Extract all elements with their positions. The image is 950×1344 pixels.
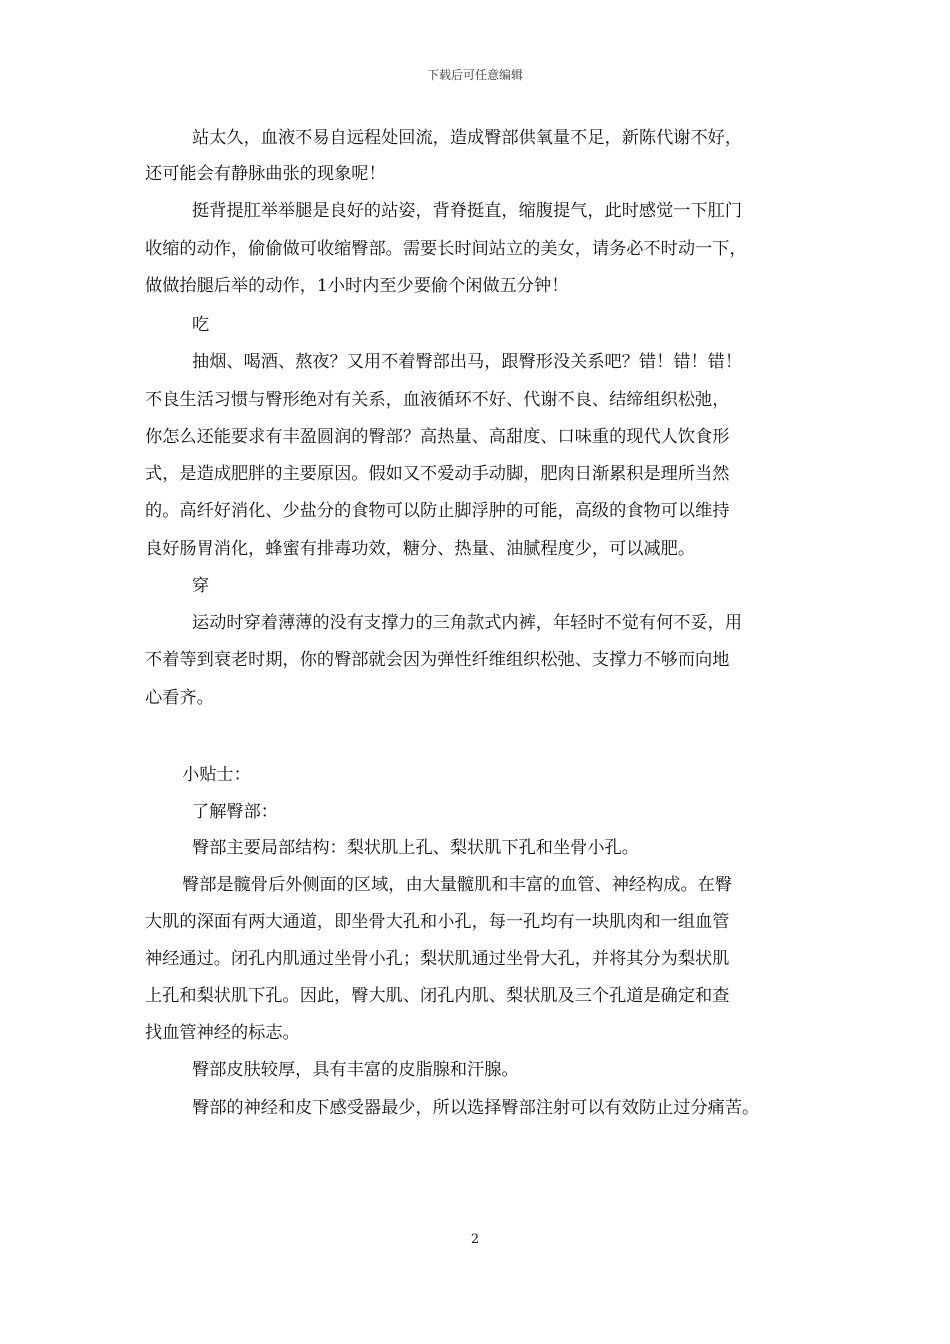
text-line: 臀部主要局部结构：梨状肌上孔、梨状肌下孔和坐骨小孔。 — [192, 838, 639, 858]
text-line: 臀部是髋骨后外侧面的区域，由大量髋肌和丰富的血管、神经构成。在臀 — [182, 875, 733, 895]
subheading: 了解臀部： — [192, 802, 278, 822]
text-line: 神经通过。闭孔内肌通过坐骨小孔；梨状肌通过坐骨大孔，并将其分为梨状肌 — [145, 949, 730, 969]
text-line: 式，是造成肥胖的主要原因。假如又不爱动手动脚，肥肉日渐累积是理所当然 — [145, 464, 730, 484]
section-heading: 穿 — [192, 576, 210, 596]
text-line: 还可能会有静脉曲张的现象呢！ — [145, 164, 386, 184]
tips-heading: 小贴士： — [182, 765, 251, 785]
text-line: 挺背提肛举举腿是良好的站姿，背脊挺直，缩腹提气，此时感觉一下肛门 — [192, 201, 743, 221]
text-line: 上孔和梨状肌下孔。因此，臀大肌、闭孔内肌、梨状肌及三个孔道是确定和查 — [145, 986, 730, 1006]
text-line: 不着等到衰老时期，你的臀部就会因为弹性纤维组织松弛、支撑力不够而向地 — [145, 650, 730, 670]
page-header: 下载后可任意编辑 — [426, 68, 523, 82]
text-line: 臀部的神经和皮下感受器最少，所以选择臀部注射可以有效防止过分痛苦。 — [192, 1098, 760, 1118]
text-line: 站太久，血液不易自远程处回流，造成臀部供氧量不足，新陈代谢不好， — [192, 128, 743, 148]
text-line: 大肌的深面有两大通道，即坐骨大孔和小孔，每一孔均有一块肌肉和一组血管 — [145, 912, 730, 932]
text-line: 心看齐。 — [145, 688, 214, 708]
page-number: 2 — [470, 1232, 480, 1247]
text-line: 你怎么还能要求有丰盈圆润的臀部？高热量、高甜度、口味重的现代人饮食形 — [145, 427, 730, 447]
text-line: 收缩的动作，偷偷做可收缩臀部。需要长时间站立的美女，请务必不时动一下， — [145, 239, 747, 259]
text-line: 找血管神经的标志。 — [145, 1023, 300, 1043]
text-line: 做做抬腿后举的动作，1小时内至少要偷个闲做五分钟！ — [145, 276, 569, 296]
text-line: 良好肠胃消化，蜂蜜有排毒功效，糖分、热量、油腻程度少，可以减肥。 — [145, 539, 696, 559]
text-line: 不良生活习惯与臀形绝对有关系，血液循环不好、代谢不良、结缔组织松弛， — [145, 390, 730, 410]
text-line: 抽烟、喝酒、熬夜？又用不着臀部出马，跟臀形没关系吧？错！错！错！ — [192, 352, 743, 372]
text-line: 运动时穿着薄薄的没有支撑力的三角款式内裤，年轻时不觉有何不妥，用 — [192, 613, 743, 633]
text-line: 的。高纤好消化、少盐分的食物可以防止脚浮肿的可能，高级的食物可以维持 — [145, 501, 730, 521]
text-line: 臀部皮肤较厚，具有丰富的皮脂腺和汗腺。 — [192, 1060, 519, 1080]
section-heading: 吃 — [192, 315, 210, 335]
